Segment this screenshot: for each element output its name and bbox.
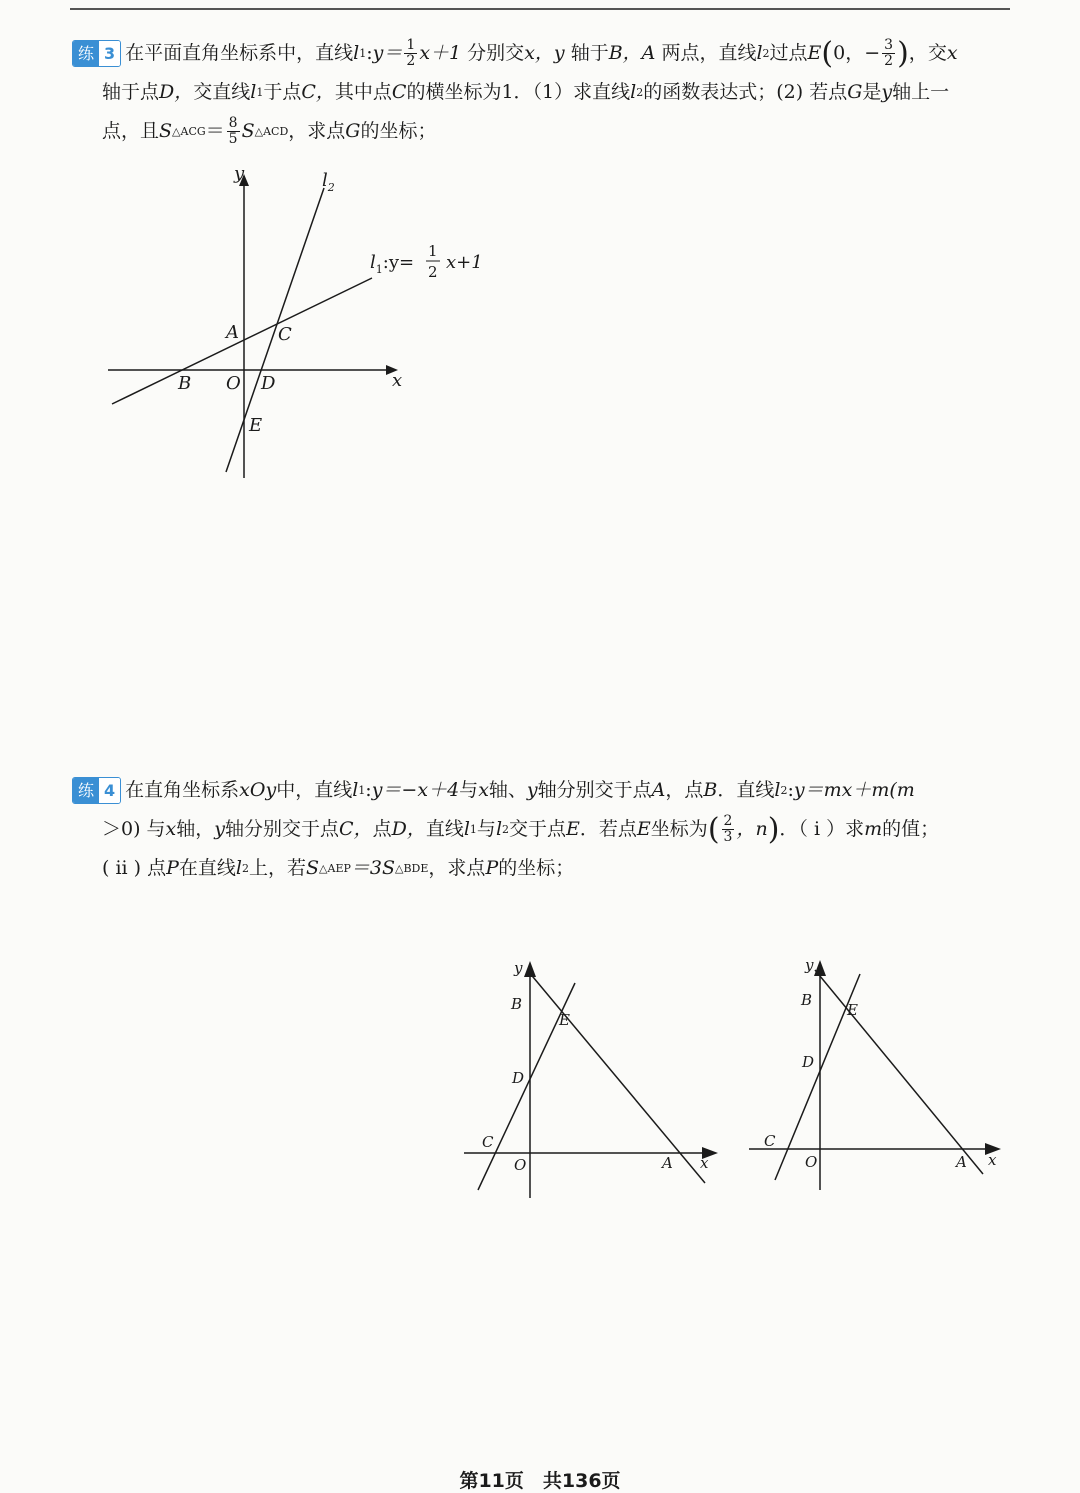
fig3-point-D: D xyxy=(261,373,276,394)
problem-4 xyxy=(72,771,1012,888)
fig4a-x: x xyxy=(700,1154,709,1172)
fig3-label-x: x xyxy=(392,370,403,391)
fig3-point-B: B xyxy=(178,373,192,394)
problem-3-line-2: 轴于点 D， 交直线 l 1 于点 C， 其中点 C 的横坐标为1．（1）求直线 l 2 的函数表达式；(2) 若点 G 是 y 轴上一 xyxy=(102,81,950,103)
fig4b-D: D xyxy=(802,1053,815,1071)
fig3-point-A: A xyxy=(226,322,239,343)
problem-3-figure xyxy=(100,160,500,480)
fraction-eight-fifths: $\frac{8}{5}$ xyxy=(228,115,238,147)
problem-4-badge: 练 4 xyxy=(72,777,121,804)
fig3-label-l1-eq: $l_1:y=$ xyxy=(370,252,415,276)
problem-4-figure-right xyxy=(745,952,1010,1197)
fig4a-C: C xyxy=(482,1133,494,1151)
fraction-two-thirds: $\frac{2}{3}$ xyxy=(723,813,733,845)
fig4b-A: A xyxy=(956,1153,967,1171)
fig3-frac-den: 2 xyxy=(428,263,438,281)
y-axis-arrow xyxy=(814,960,826,976)
top-rule xyxy=(70,8,1010,10)
problem-3-badge: 练 3 xyxy=(72,40,121,67)
problem-4-figure-left xyxy=(458,955,728,1205)
fig4b-O: O xyxy=(805,1153,818,1171)
problem-3 xyxy=(72,34,1012,151)
fig3-label-y: y xyxy=(234,163,245,184)
line-l1 xyxy=(815,970,983,1174)
page-footer: 第11页 共136页 xyxy=(459,1470,621,1492)
fig4b-C: C xyxy=(764,1132,776,1150)
fig3-l1-eq-tail: x+1 xyxy=(446,252,483,273)
fig4b-x: x xyxy=(988,1151,997,1169)
fig4b-B: B xyxy=(801,991,813,1009)
fig4a-O: O xyxy=(514,1156,527,1174)
line-l1 xyxy=(112,278,372,404)
fig4b-y: y xyxy=(805,956,814,974)
fig4a-y: y xyxy=(514,959,523,977)
fig4b-E: E xyxy=(847,1001,858,1019)
fig3-point-C: C xyxy=(278,324,292,345)
line-l1 xyxy=(528,971,705,1183)
problem-3-line-3: 点，且 S △ACG ＝ $\frac{8}{5}$ S △ACD ， 求点 G 的坐标； xyxy=(102,115,437,147)
fig3-label-l2: $l_2$ xyxy=(322,170,335,194)
problem-3-line-1: 练 3 在平面直角坐标系中，直线 l 1 : y＝ $\frac{1}{2}$ x＋1 分别交 x，y 轴于 B，A 两点，直线 l 2 过点 E ( 0，− $\frac{3}{2}$ ) ， 交 x xyxy=(72,34,1012,73)
problem-4-line-1: 练 4 在直角坐标系 xOy 中，直线 l 1 : y＝−x＋4 与 x 轴、 y 轴分别交于点 A ，点 B ．直线 l 2 : y＝mx＋m(m xyxy=(72,771,1012,810)
problem-4-line-2: ＞0) 与 x 轴， y 轴分别交于点 C， 点 D， 直线 l 1 与 l 2 交于点 E ．若点 E 坐标为 ( $\frac{2}{3}$ ，n ) ．（ i ）求 m 的值； xyxy=(102,811,940,847)
fig3-frac-num: 1 xyxy=(428,242,438,260)
line-l2 xyxy=(226,188,324,472)
y-axis-arrow xyxy=(524,961,536,977)
fig4a-E: E xyxy=(559,1011,570,1029)
fig3-point-E: E xyxy=(249,415,263,436)
fraction-three-halves: $\frac{3}{2}$ xyxy=(884,37,894,69)
fig4a-A: A xyxy=(662,1154,673,1172)
fig4a-B: B xyxy=(511,995,523,1013)
fig3-point-O: O xyxy=(226,373,241,394)
problem-4-line-3: ( ii ) 点 P 在直线 l 2 上，若 S △AEP ＝3S △BDE ， 求点 P 的坐标； xyxy=(102,857,575,879)
fraction-one-half: $\frac{1}{2}$ xyxy=(406,37,416,69)
fig4a-D: D xyxy=(512,1069,525,1087)
